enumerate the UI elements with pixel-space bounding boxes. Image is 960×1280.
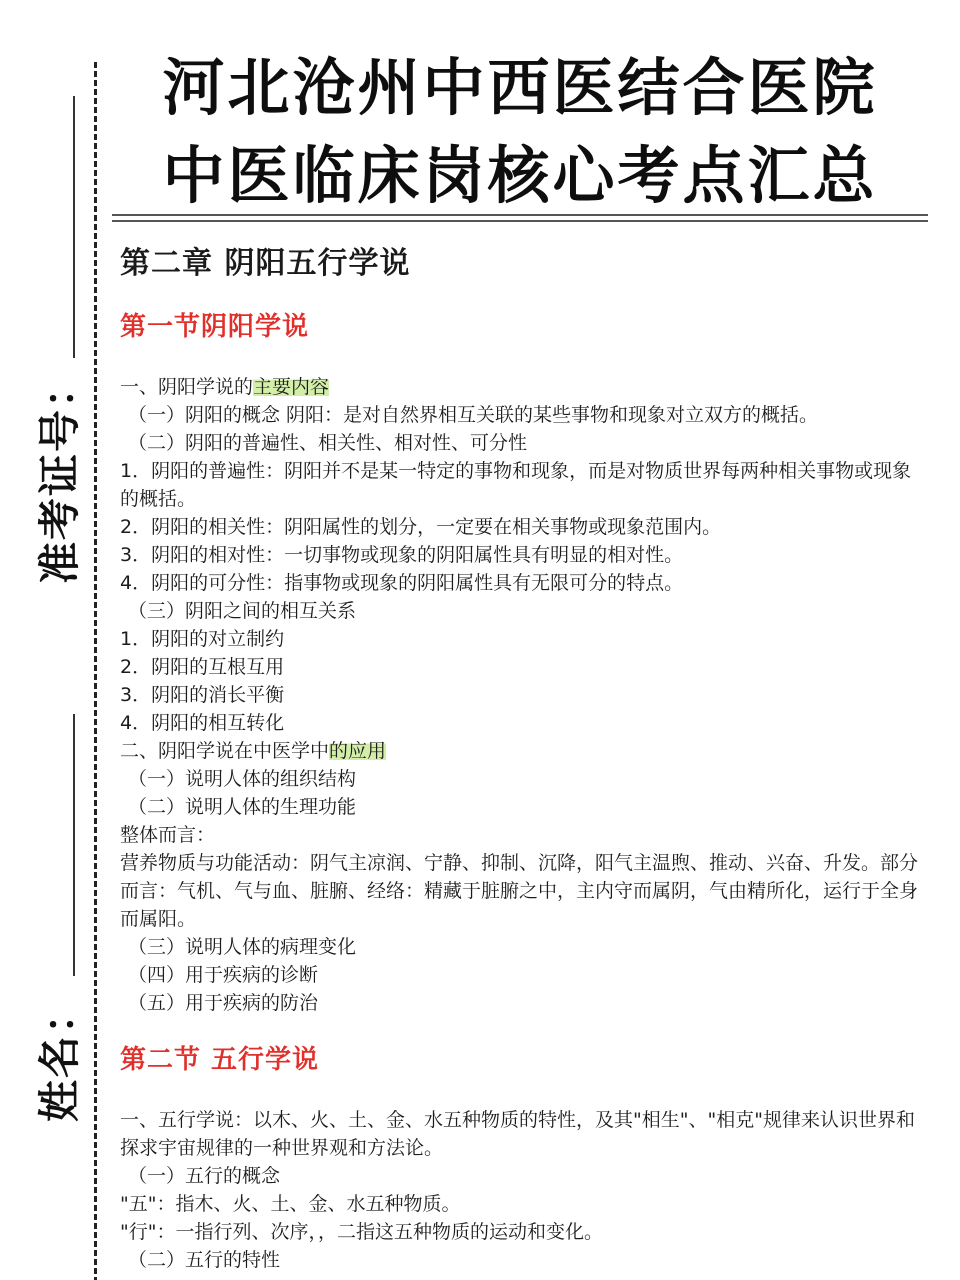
text-line: （三）阴阳之间的相互关系 (128, 600, 357, 622)
text-line: （二）阴阳的普遍性、相关性、相对性、可分性 (128, 432, 528, 454)
text-line: 1．阴阳的对立制约 (120, 628, 285, 650)
text-line: （五）用于疾病的防治 (128, 992, 319, 1014)
document-body (120, 238, 925, 1274)
text-line: （三）说明人体的病理变化 (128, 936, 357, 958)
text-line: 3．阴阳的相对性：一切事物或现象的阴阳属性具有明显的相对性。 (120, 544, 684, 566)
text-line: （二）说明人体的生理功能 (128, 796, 357, 818)
text-line: "行"：一指行列、次序，，二指这五种物质的运动和变化。 (120, 1221, 603, 1243)
text-line: （一）阴阳的概念 阴阳：是对自然界相互关联的某些事物和现象对立双方的概括。 (128, 404, 819, 426)
highlight-marker: 的应用 (329, 740, 387, 762)
text-paragraph: 营养物质与功能活动：阴气主凉润、宁静、抑制、沉降，阳气主温煦、推动、兴奋、升发。部分而言：气机、气与血、脏腑、经络：精藏于脏腑之中，主内守而属阴，气由精所化，运行于全身而属阳。 (120, 852, 919, 930)
dashed-fold-line (94, 62, 97, 1280)
exam-number-label: 准考证号： (35, 363, 84, 585)
section-heading-yinyang: 第一节阴阳学说 (120, 312, 310, 342)
chapter-heading: 第二章 阴阳五行学说 (120, 246, 411, 281)
text-line: 整体而言： (120, 824, 216, 846)
text-line: 2．阴阳的相关性：阴阳属性的划分，一定要在相关事物或现象范围内。 (120, 516, 722, 538)
name-label: 姓名： (35, 989, 84, 1123)
text-line: "五"：指木、火、土、金、水五种物质。 (120, 1193, 461, 1215)
text-line: （一）说明人体的组织结构 (128, 768, 357, 790)
highlight-marker: 主要内容 (253, 376, 330, 398)
text-paragraph: 一、五行学说：以木、火、土、金、水五种物质的特性，及其"相生"、"相克"规律来认识世界和探求宇宙规律的一种世界观和方法论。 (120, 1109, 915, 1159)
text-line: 1．阴阳的普遍性：阴阳并不是某一特定的事物和现象，而是对物质世界每两种相关事物或现象的概括。 (120, 460, 912, 510)
text-line: （一）五行的概念 (128, 1165, 281, 1187)
name-write-line (73, 714, 75, 976)
heading-main-content-prefix: 一、阴阳学说的 (120, 376, 254, 398)
header-rule-bottom (112, 220, 928, 222)
text-line: 3．阴阳的消长平衡 (120, 684, 285, 706)
text-line: （二）五行的特性 (128, 1249, 281, 1271)
heading-application (120, 737, 925, 765)
heading-main-content (120, 373, 925, 401)
heading-application-prefix: 二、阴阳学说在中医学中 (120, 740, 330, 762)
text-line: （四）用于疾病的诊断 (128, 964, 319, 986)
text-line: 4．阴阳的相互转化 (120, 712, 285, 734)
exam-number-write-line (73, 96, 75, 358)
section-heading-five-elements: 第二节 五行学说 (120, 1045, 320, 1075)
text-line: 2．阴阳的互根互用 (120, 656, 285, 678)
document-title: 中医临床岗核心考点汇总 (162, 139, 878, 212)
hospital-title: 河北沧州中西医结合医院 (162, 51, 878, 124)
text-line: 4．阴阳的可分性：指事物或现象的阴阳属性具有无限可分的特点。 (120, 572, 684, 594)
header-rule-top (112, 214, 928, 216)
